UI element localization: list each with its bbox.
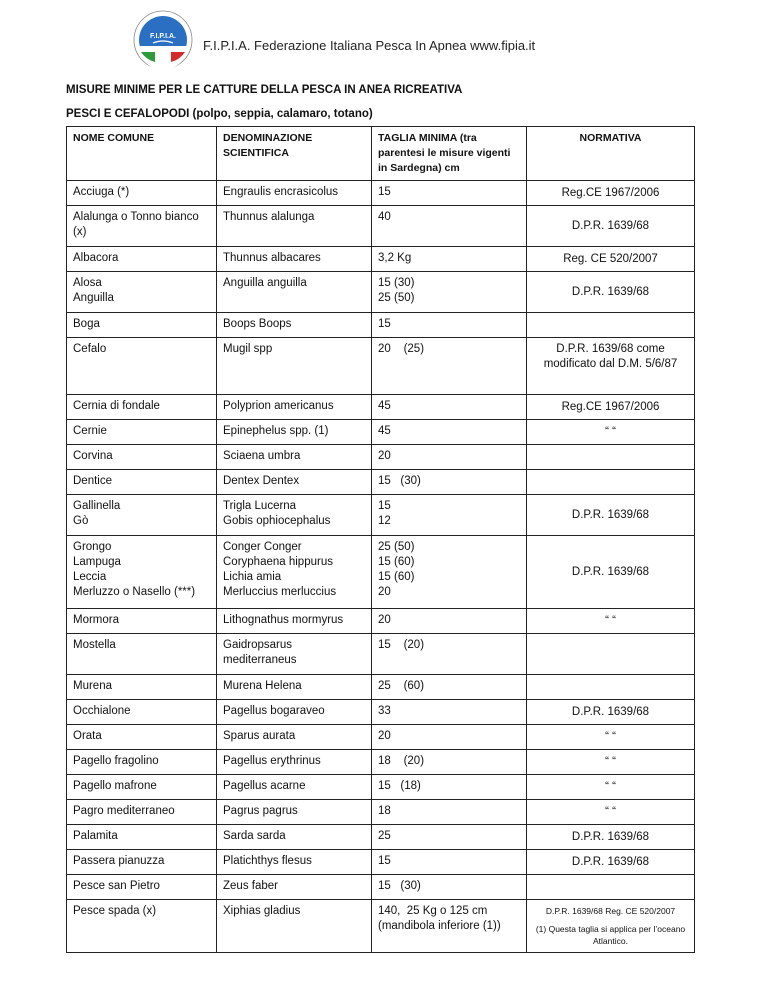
cell-scientifica: Thunnus albacares	[217, 247, 372, 272]
cell-scientifica: Pagellus bogaraveo	[217, 700, 372, 725]
col-header-scientifica: DENOMINAZIONE SCIENTIFICA	[217, 127, 372, 181]
cell-normativa-line: D.P.R. 1639/68 Reg. CE 520/2007	[545, 906, 676, 916]
table-row	[67, 900, 695, 953]
table-row	[67, 825, 695, 850]
cell-nome: Corvina	[67, 445, 217, 470]
cell-taglia: 25	[372, 825, 527, 850]
cell-nome: Palamita	[67, 825, 217, 850]
cell-scientifica: Dentex Dentex	[217, 470, 372, 495]
cell-scientifica: Epinephelus spp. (1)	[217, 420, 372, 445]
cell-taglia: 40	[372, 206, 527, 247]
cell-nome-line: Anguilla	[73, 292, 114, 304]
cell-nome: Cefalo	[67, 338, 217, 395]
cell-taglia-line: 15	[378, 500, 391, 512]
header-text: F.I.P.I.A. Federazione Italiana Pesca In Apnea www.fipia.it	[203, 38, 536, 53]
cell-taglia: 20 (25)	[372, 338, 527, 395]
cell-normativa	[527, 875, 695, 900]
table-row	[67, 725, 695, 750]
cell-nome: Orata	[67, 725, 217, 750]
sizes-table	[66, 126, 695, 953]
table-row	[67, 750, 695, 775]
logo-abbr: F.I.P.I.A.	[150, 33, 176, 40]
cell-normativa: D.P.R. 1639/68	[527, 495, 695, 536]
table-row	[67, 495, 695, 536]
table-row	[67, 206, 695, 247]
cell-taglia	[372, 536, 527, 609]
cell-nome: Cernie	[67, 420, 217, 445]
table-row	[67, 634, 695, 675]
cell-normativa	[527, 313, 695, 338]
table-row	[67, 800, 695, 825]
cell-normativa: D.P.R. 1639/68	[527, 825, 695, 850]
cell-nome: Mormora	[67, 609, 217, 634]
cell-scientifica-line: Trigla Lucerna	[223, 500, 297, 512]
cell-taglia-line: 25 (50)	[378, 292, 415, 304]
cell-normativa: “ “	[527, 750, 695, 775]
cell-taglia: 15	[372, 313, 527, 338]
cell-nome: Pagello fragolino	[67, 750, 217, 775]
cell-scientifica: Xiphias gladius	[217, 900, 372, 953]
cell-normativa: “ “	[527, 420, 695, 445]
cell-taglia: 20	[372, 609, 527, 634]
cell-scientifica	[217, 272, 372, 313]
col-header-taglia: TAGLIA MINIMA (tra parentesi le misure vigenti in Sardegna) cm	[372, 127, 527, 181]
cell-taglia: 20	[372, 725, 527, 750]
cell-scientifica	[217, 536, 372, 609]
cell-taglia: 3,2 Kg	[372, 247, 527, 272]
cell-normativa: D.P.R. 1639/68	[527, 272, 695, 313]
cell-normativa: “ “	[527, 725, 695, 750]
cell-scientifica: Murena Helena	[217, 675, 372, 700]
cell-normativa: D.P.R. 1639/68	[527, 206, 695, 247]
cell-normativa: “ “	[527, 609, 695, 634]
cell-nome-line: Grongo	[73, 541, 112, 553]
table-row	[67, 313, 695, 338]
cell-nome-line: Gallinella	[73, 500, 121, 512]
table-row	[67, 850, 695, 875]
cell-scientifica: Pagellus acarne	[217, 775, 372, 800]
cell-taglia: 140, 25 Kg o 125 cm (mandibola inferiore (1))	[372, 900, 527, 953]
cell-nome-line: Leccia	[73, 571, 107, 583]
cell-scientifica-line: Merluccius merluccius	[223, 586, 337, 598]
cell-taglia-line: 15 (60)	[378, 556, 415, 568]
cell-taglia: 25 (60)	[372, 675, 527, 700]
cell-taglia-line: 15 (30)	[378, 277, 415, 289]
table-row	[67, 675, 695, 700]
cell-taglia: 15 (30)	[372, 470, 527, 495]
cell-taglia-line: 20	[378, 586, 391, 598]
cell-normativa: D.P.R. 1639/68 come modificato dal D.M. 5/6/87	[527, 338, 695, 395]
cell-nome: Pesce san Pietro	[67, 875, 217, 900]
cell-scientifica	[217, 495, 372, 536]
cell-scientifica: Pagellus erythrinus	[217, 750, 372, 775]
cell-taglia: 20	[372, 445, 527, 470]
cell-scientifica: Platichthys flesus	[217, 850, 372, 875]
cell-scientifica: Sarda sarda	[217, 825, 372, 850]
cell-scientifica: Sciaena umbra	[217, 445, 372, 470]
cell-nome: Murena	[67, 675, 217, 700]
cell-taglia-line: 12	[378, 515, 391, 527]
table-row	[67, 875, 695, 900]
table-row	[67, 775, 695, 800]
cell-normativa: D.P.R. 1639/68	[527, 536, 695, 609]
cell-nome: Cernia di fondale	[67, 395, 217, 420]
col-header-nome: NOME COMUNE	[67, 127, 217, 181]
cell-nome-line: Gò	[73, 515, 89, 527]
table-row	[67, 420, 695, 445]
table-row	[67, 247, 695, 272]
table-row	[67, 609, 695, 634]
cell-normativa-line: (1) Questa taglia si applica per l’oceano Atlantico.	[535, 924, 686, 946]
cell-scientifica-line: Gobis ophiocephalus	[223, 515, 331, 527]
cell-scientifica-line: Lichia amia	[223, 571, 282, 583]
table-row	[67, 181, 695, 206]
cell-taglia: 45	[372, 395, 527, 420]
cell-normativa	[527, 470, 695, 495]
cell-nome	[67, 272, 217, 313]
cell-normativa	[527, 634, 695, 675]
cell-taglia: 15	[372, 850, 527, 875]
cell-normativa: Reg.CE 1967/2006	[527, 395, 695, 420]
table-row	[67, 700, 695, 725]
table-row	[67, 338, 695, 395]
cell-normativa: “ “	[527, 775, 695, 800]
fipia-logo	[133, 10, 193, 70]
cell-nome: Pagro mediterraneo	[67, 800, 217, 825]
cell-scientifica-line: Anguilla anguilla	[223, 277, 307, 289]
cell-scientifica: Sparus aurata	[217, 725, 372, 750]
cell-taglia: 18	[372, 800, 527, 825]
cell-normativa: D.P.R. 1639/68	[527, 700, 695, 725]
table-row	[67, 470, 695, 495]
table-header-row	[67, 127, 695, 181]
cell-normativa: Reg. CE 520/2007	[527, 247, 695, 272]
cell-nome: Acciuga (*)	[67, 181, 217, 206]
cell-taglia-line: 25 (50)	[378, 541, 415, 553]
cell-taglia: 15 (18)	[372, 775, 527, 800]
table-row	[67, 445, 695, 470]
col-header-normativa: NORMATIVA	[527, 127, 695, 181]
cell-nome: Boga	[67, 313, 217, 338]
cell-scientifica-line: Coryphaena hippurus	[223, 556, 333, 568]
cell-nome: Pagello mafrone	[67, 775, 217, 800]
cell-taglia: 15 (30)	[372, 875, 527, 900]
cell-scientifica: Gaidropsarus mediterraneus	[217, 634, 372, 675]
cell-nome: Occhialone	[67, 700, 217, 725]
document-subtitle: PESCI E CEFALOPODI (polpo, seppia, calamaro, totano)	[66, 108, 373, 120]
cell-scientifica-line: Conger Conger	[223, 541, 302, 553]
table-row	[67, 536, 695, 609]
cell-normativa: Reg.CE 1967/2006	[527, 181, 695, 206]
table-row	[67, 395, 695, 420]
cell-normativa	[527, 445, 695, 470]
document-title: MISURE MINIME PER LE CATTURE DELLA PESCA IN ANEA RICREATIVA	[66, 84, 463, 96]
cell-scientifica: Zeus faber	[217, 875, 372, 900]
cell-normativa: D.P.R. 1639/68	[527, 850, 695, 875]
page-header	[0, 0, 768, 80]
cell-taglia: 18 (20)	[372, 750, 527, 775]
cell-taglia: 15	[372, 181, 527, 206]
cell-nome: Dentice	[67, 470, 217, 495]
cell-nome: Albacora	[67, 247, 217, 272]
cell-nome-line: Alosa	[73, 277, 102, 289]
cell-scientifica: Lithognathus mormyrus	[217, 609, 372, 634]
cell-nome: Passera pianuzza	[67, 850, 217, 875]
cell-nome: Mostella	[67, 634, 217, 675]
cell-taglia: 15 (20)	[372, 634, 527, 675]
cell-nome-line: Merluzzo o Nasello (***)	[73, 586, 196, 598]
cell-scientifica: Pagrus pagrus	[217, 800, 372, 825]
cell-normativa	[527, 900, 695, 953]
cell-normativa	[527, 675, 695, 700]
cell-nome	[67, 495, 217, 536]
cell-nome: Alalunga o Tonno bianco (x)	[67, 206, 217, 247]
cell-taglia: 45	[372, 420, 527, 445]
table-row	[67, 272, 695, 313]
cell-scientifica: Mugil spp	[217, 338, 372, 395]
cell-taglia-line: 15 (60)	[378, 571, 415, 583]
cell-nome	[67, 536, 217, 609]
cell-taglia	[372, 272, 527, 313]
cell-scientifica: Boops Boops	[217, 313, 372, 338]
cell-scientifica: Polyprion americanus	[217, 395, 372, 420]
cell-taglia	[372, 495, 527, 536]
cell-scientifica: Engraulis encrasicolus	[217, 181, 372, 206]
cell-scientifica: Thunnus alalunga	[217, 206, 372, 247]
cell-nome-line: Lampuga	[73, 556, 121, 568]
cell-taglia: 33	[372, 700, 527, 725]
cell-nome: Pesce spada (x)	[67, 900, 217, 953]
cell-normativa: “ “	[527, 800, 695, 825]
